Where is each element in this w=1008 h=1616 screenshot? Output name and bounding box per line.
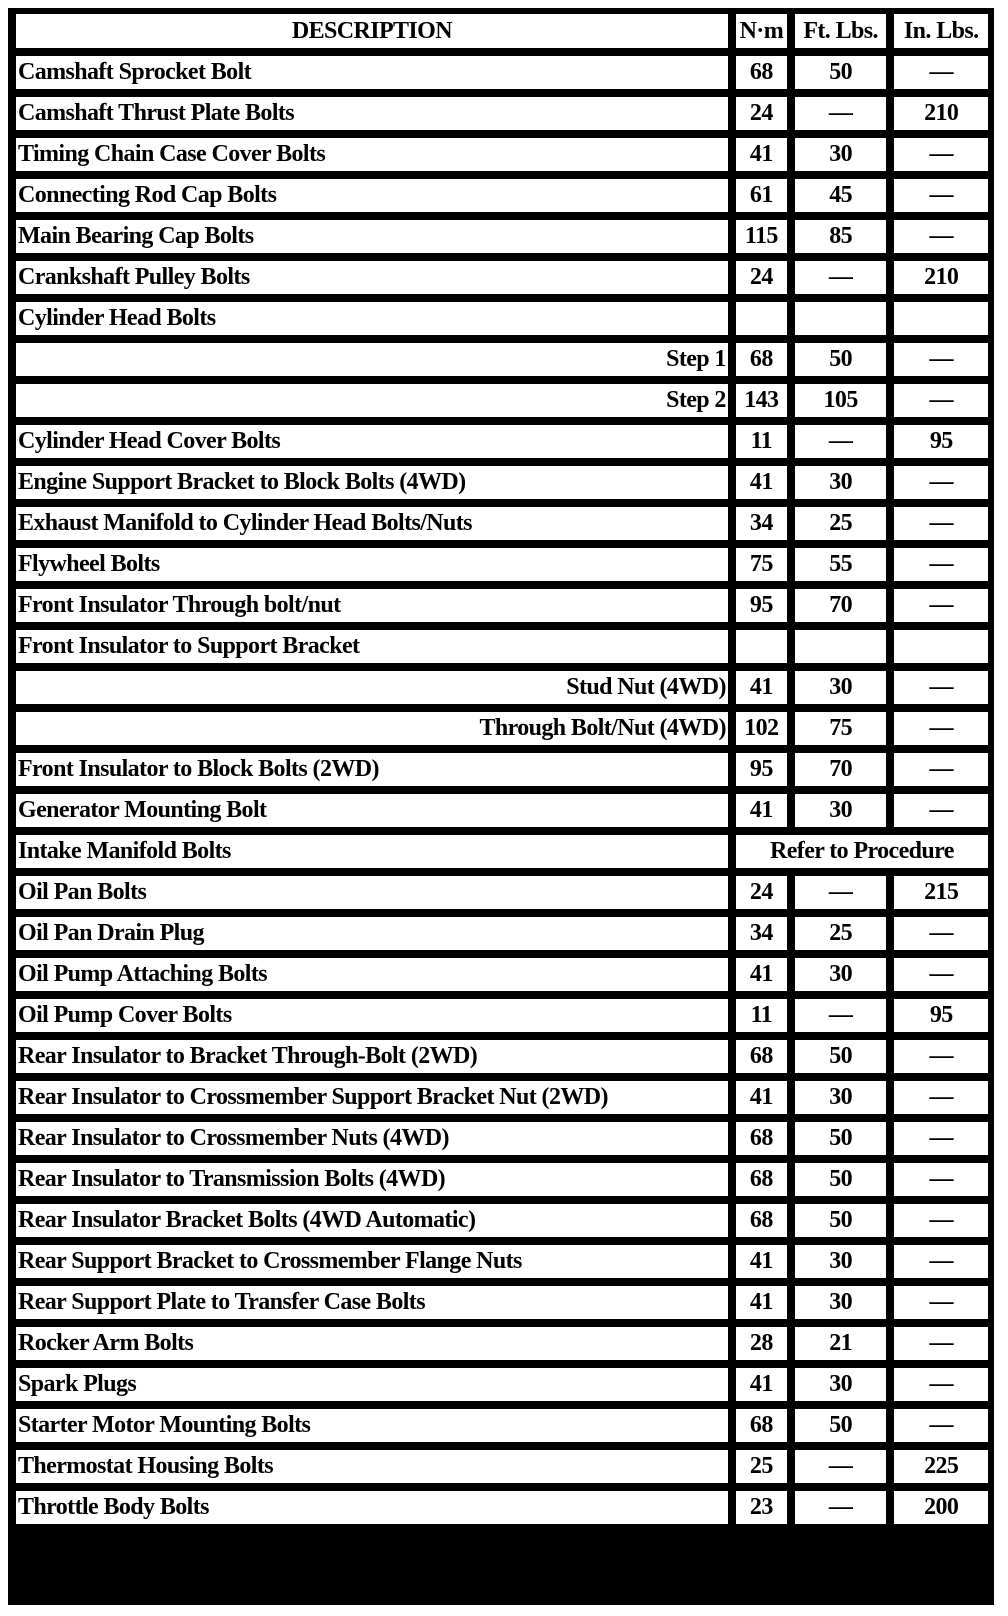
ft-lbs-cell: 75 bbox=[795, 712, 895, 753]
in-lbs-cell: — bbox=[894, 589, 988, 630]
nm-cell: 34 bbox=[736, 507, 795, 548]
nm-cell: 24 bbox=[736, 97, 795, 138]
ft-lbs-cell: 50 bbox=[795, 343, 895, 384]
in-lbs-cell: — bbox=[894, 1040, 988, 1081]
ft-lbs-cell: 45 bbox=[795, 179, 895, 220]
in-lbs-cell bbox=[894, 302, 988, 343]
in-lbs-cell: — bbox=[894, 917, 988, 958]
table-row bbox=[16, 876, 988, 917]
table-row bbox=[16, 835, 988, 876]
description-cell: Main Bearing Cap Bolts bbox=[16, 220, 736, 261]
nm-cell: 75 bbox=[736, 548, 795, 589]
ft-lbs-cell: 30 bbox=[795, 1286, 895, 1327]
in-lbs-cell: — bbox=[894, 138, 988, 179]
nm-cell: 61 bbox=[736, 179, 795, 220]
sub-step-label: Through Bolt/Nut (4WD) bbox=[16, 712, 736, 753]
table-row bbox=[16, 1081, 988, 1122]
ft-lbs-cell: 30 bbox=[795, 958, 895, 999]
nm-cell bbox=[736, 630, 795, 671]
nm-cell: 11 bbox=[736, 425, 795, 466]
nm-cell: 11 bbox=[736, 999, 795, 1040]
table-row bbox=[16, 56, 988, 97]
in-lbs-cell: 225 bbox=[894, 1450, 988, 1491]
description-cell: Camshaft Sprocket Bolt bbox=[16, 56, 736, 97]
in-lbs-cell: — bbox=[894, 1327, 988, 1368]
torque-spec-table-frame bbox=[8, 8, 994, 1605]
table-row bbox=[16, 1450, 988, 1491]
table-row bbox=[16, 1245, 988, 1286]
in-lbs-cell: — bbox=[894, 958, 988, 999]
in-lbs-cell: — bbox=[894, 507, 988, 548]
table-row bbox=[16, 589, 988, 630]
table-row bbox=[16, 1286, 988, 1327]
nm-cell: 68 bbox=[736, 1409, 795, 1450]
nm-cell: 41 bbox=[736, 1286, 795, 1327]
nm-cell: 41 bbox=[736, 138, 795, 179]
nm-cell: 95 bbox=[736, 589, 795, 630]
ft-lbs-cell: 30 bbox=[795, 466, 895, 507]
nm-cell: 68 bbox=[736, 1122, 795, 1163]
ft-lbs-cell: — bbox=[795, 876, 895, 917]
description-cell: Rear Support Bracket to Crossmember Flange Nuts bbox=[16, 1245, 736, 1286]
nm-cell: 24 bbox=[736, 876, 795, 917]
ft-lbs-cell: 50 bbox=[795, 1204, 895, 1245]
description-cell: Thermostat Housing Bolts bbox=[16, 1450, 736, 1491]
in-lbs-cell: — bbox=[894, 1122, 988, 1163]
table-row bbox=[16, 1409, 988, 1450]
table-row bbox=[16, 179, 988, 220]
ft-lbs-cell: — bbox=[795, 97, 895, 138]
table-row bbox=[16, 138, 988, 179]
in-lbs-cell: — bbox=[894, 1286, 988, 1327]
description-cell: Intake Manifold Bolts bbox=[16, 835, 736, 876]
ft-lbs-cell: 85 bbox=[795, 220, 895, 261]
ft-lbs-cell: 30 bbox=[795, 794, 895, 835]
nm-cell: 143 bbox=[736, 384, 795, 425]
sub-step-label: Stud Nut (4WD) bbox=[16, 671, 736, 712]
nm-cell: 41 bbox=[736, 1081, 795, 1122]
table-row bbox=[16, 753, 988, 794]
description-cell: Throttle Body Bolts bbox=[16, 1491, 736, 1524]
table-row bbox=[16, 1040, 988, 1081]
nm-cell bbox=[736, 302, 795, 343]
description-cell: Camshaft Thrust Plate Bolts bbox=[16, 97, 736, 138]
in-lbs-cell: — bbox=[894, 220, 988, 261]
ft-lbs-cell: 70 bbox=[795, 753, 895, 794]
in-lbs-cell: — bbox=[894, 343, 988, 384]
nm-cell: 95 bbox=[736, 753, 795, 794]
description-cell: Oil Pump Attaching Bolts bbox=[16, 958, 736, 999]
nm-cell: 41 bbox=[736, 1245, 795, 1286]
in-lbs-cell: — bbox=[894, 671, 988, 712]
ft-lbs-cell bbox=[795, 630, 895, 671]
ft-lbs-cell: 25 bbox=[795, 917, 895, 958]
description-cell: Starter Motor Mounting Bolts bbox=[16, 1409, 736, 1450]
in-lbs-cell: — bbox=[894, 384, 988, 425]
table-row bbox=[16, 1163, 988, 1204]
in-lbs-cell: 210 bbox=[894, 261, 988, 302]
nm-cell: 68 bbox=[736, 56, 795, 97]
description-cell: Timing Chain Case Cover Bolts bbox=[16, 138, 736, 179]
in-lbs-cell: 215 bbox=[894, 876, 988, 917]
table-row bbox=[16, 958, 988, 999]
table-row bbox=[16, 1204, 988, 1245]
description-cell: Engine Support Bracket to Block Bolts (4WD) bbox=[16, 466, 736, 507]
sub-step-label: Step 2 bbox=[16, 384, 736, 425]
table-row bbox=[16, 1122, 988, 1163]
description-cell: Rear Insulator to Transmission Bolts (4WD) bbox=[16, 1163, 736, 1204]
table-row bbox=[16, 917, 988, 958]
table-row bbox=[16, 999, 988, 1040]
ft-lbs-cell: 70 bbox=[795, 589, 895, 630]
nm-cell: 25 bbox=[736, 1450, 795, 1491]
in-lbs-cell: — bbox=[894, 179, 988, 220]
table-row bbox=[16, 507, 988, 548]
in-lbs-cell: — bbox=[894, 1204, 988, 1245]
in-lbs-cell bbox=[894, 630, 988, 671]
description-cell: Cylinder Head Cover Bolts bbox=[16, 425, 736, 466]
description-cell: Front Insulator to Block Bolts (2WD) bbox=[16, 753, 736, 794]
description-cell: Front Insulator Through bolt/nut bbox=[16, 589, 736, 630]
description-cell: Cylinder Head Bolts bbox=[16, 302, 736, 343]
nm-cell: 28 bbox=[736, 1327, 795, 1368]
ft-lbs-cell: — bbox=[795, 999, 895, 1040]
table-row bbox=[16, 302, 988, 343]
description-cell: Rear Insulator to Crossmember Support Bracket Nut (2WD) bbox=[16, 1081, 736, 1122]
ft-lbs-cell: 30 bbox=[795, 1368, 895, 1409]
ft-lbs-cell: — bbox=[795, 1450, 895, 1491]
table-row bbox=[16, 1491, 988, 1524]
in-lbs-cell: — bbox=[894, 466, 988, 507]
nm-cell: 68 bbox=[736, 1040, 795, 1081]
description-cell: Rocker Arm Bolts bbox=[16, 1327, 736, 1368]
nm-cell: 41 bbox=[736, 1368, 795, 1409]
in-lbs-cell: — bbox=[894, 712, 988, 753]
ft-lbs-cell: 55 bbox=[795, 548, 895, 589]
description-cell: Front Insulator to Support Bracket bbox=[16, 630, 736, 671]
table-row bbox=[16, 466, 988, 507]
description-cell: Oil Pump Cover Bolts bbox=[16, 999, 736, 1040]
ft-lbs-cell: 21 bbox=[795, 1327, 895, 1368]
ft-lbs-cell: — bbox=[795, 1491, 895, 1524]
table-row bbox=[16, 261, 988, 302]
ft-lbs-cell bbox=[795, 302, 895, 343]
in-lbs-cell: 95 bbox=[894, 425, 988, 466]
description-cell: Oil Pan Drain Plug bbox=[16, 917, 736, 958]
in-lbs-cell: — bbox=[894, 794, 988, 835]
ft-lbs-cell: 25 bbox=[795, 507, 895, 548]
in-lbs-cell: — bbox=[894, 753, 988, 794]
ft-lbs-cell: 30 bbox=[795, 138, 895, 179]
description-cell: Connecting Rod Cap Bolts bbox=[16, 179, 736, 220]
table-row bbox=[16, 712, 988, 753]
table-row bbox=[16, 671, 988, 712]
ft-lbs-cell: 30 bbox=[795, 1245, 895, 1286]
torque-spec-table bbox=[16, 14, 988, 1524]
description-cell: Rear Insulator to Bracket Through-Bolt (2WD) bbox=[16, 1040, 736, 1081]
sub-step-label: Step 1 bbox=[16, 343, 736, 384]
description-cell: Rear Insulator Bracket Bolts (4WD Automatic) bbox=[16, 1204, 736, 1245]
merged-value-cell: Refer to Procedure bbox=[736, 835, 988, 876]
nm-cell: 41 bbox=[736, 671, 795, 712]
ft-lbs-cell: — bbox=[795, 425, 895, 466]
description-cell: Flywheel Bolts bbox=[16, 548, 736, 589]
nm-cell: 41 bbox=[736, 794, 795, 835]
table-row bbox=[16, 548, 988, 589]
in-lbs-cell: — bbox=[894, 1368, 988, 1409]
description-cell: Crankshaft Pulley Bolts bbox=[16, 261, 736, 302]
nm-cell: 23 bbox=[736, 1491, 795, 1524]
description-cell: Oil Pan Bolts bbox=[16, 876, 736, 917]
ft-lbs-cell: — bbox=[795, 261, 895, 302]
description-cell: Rear Insulator to Crossmember Nuts (4WD) bbox=[16, 1122, 736, 1163]
in-lbs-cell: — bbox=[894, 1163, 988, 1204]
header-nm: N·m bbox=[736, 14, 795, 56]
nm-cell: 34 bbox=[736, 917, 795, 958]
nm-cell: 102 bbox=[736, 712, 795, 753]
in-lbs-cell: — bbox=[894, 56, 988, 97]
nm-cell: 41 bbox=[736, 466, 795, 507]
header-in-lbs: In. Lbs. bbox=[894, 14, 988, 56]
nm-cell: 68 bbox=[736, 1163, 795, 1204]
nm-cell: 41 bbox=[736, 958, 795, 999]
table-row bbox=[16, 794, 988, 835]
ft-lbs-cell: 50 bbox=[795, 56, 895, 97]
description-cell: Generator Mounting Bolt bbox=[16, 794, 736, 835]
nm-cell: 24 bbox=[736, 261, 795, 302]
in-lbs-cell: — bbox=[894, 1081, 988, 1122]
table-row bbox=[16, 425, 988, 466]
ft-lbs-cell: 30 bbox=[795, 671, 895, 712]
in-lbs-cell: — bbox=[894, 548, 988, 589]
description-cell: Spark Plugs bbox=[16, 1368, 736, 1409]
table-row bbox=[16, 343, 988, 384]
header-ft-lbs: Ft. Lbs. bbox=[795, 14, 895, 56]
header-description: DESCRIPTION bbox=[16, 14, 736, 56]
description-cell: Rear Support Plate to Transfer Case Bolts bbox=[16, 1286, 736, 1327]
ft-lbs-cell: 105 bbox=[795, 384, 895, 425]
table-row bbox=[16, 220, 988, 261]
ft-lbs-cell: 30 bbox=[795, 1081, 895, 1122]
ft-lbs-cell: 50 bbox=[795, 1409, 895, 1450]
nm-cell: 68 bbox=[736, 1204, 795, 1245]
header-row bbox=[16, 14, 988, 56]
in-lbs-cell: 200 bbox=[894, 1491, 988, 1524]
table-row bbox=[16, 97, 988, 138]
ft-lbs-cell: 50 bbox=[795, 1163, 895, 1204]
table-row bbox=[16, 384, 988, 425]
description-cell: Exhaust Manifold to Cylinder Head Bolts/Nuts bbox=[16, 507, 736, 548]
table-body bbox=[16, 56, 988, 1524]
in-lbs-cell: 95 bbox=[894, 999, 988, 1040]
table-row bbox=[16, 630, 988, 671]
table-row bbox=[16, 1368, 988, 1409]
ft-lbs-cell: 50 bbox=[795, 1122, 895, 1163]
nm-cell: 115 bbox=[736, 220, 795, 261]
nm-cell: 68 bbox=[736, 343, 795, 384]
ft-lbs-cell: 50 bbox=[795, 1040, 895, 1081]
in-lbs-cell: — bbox=[894, 1409, 988, 1450]
in-lbs-cell: — bbox=[894, 1245, 988, 1286]
table-row bbox=[16, 1327, 988, 1368]
in-lbs-cell: 210 bbox=[894, 97, 988, 138]
